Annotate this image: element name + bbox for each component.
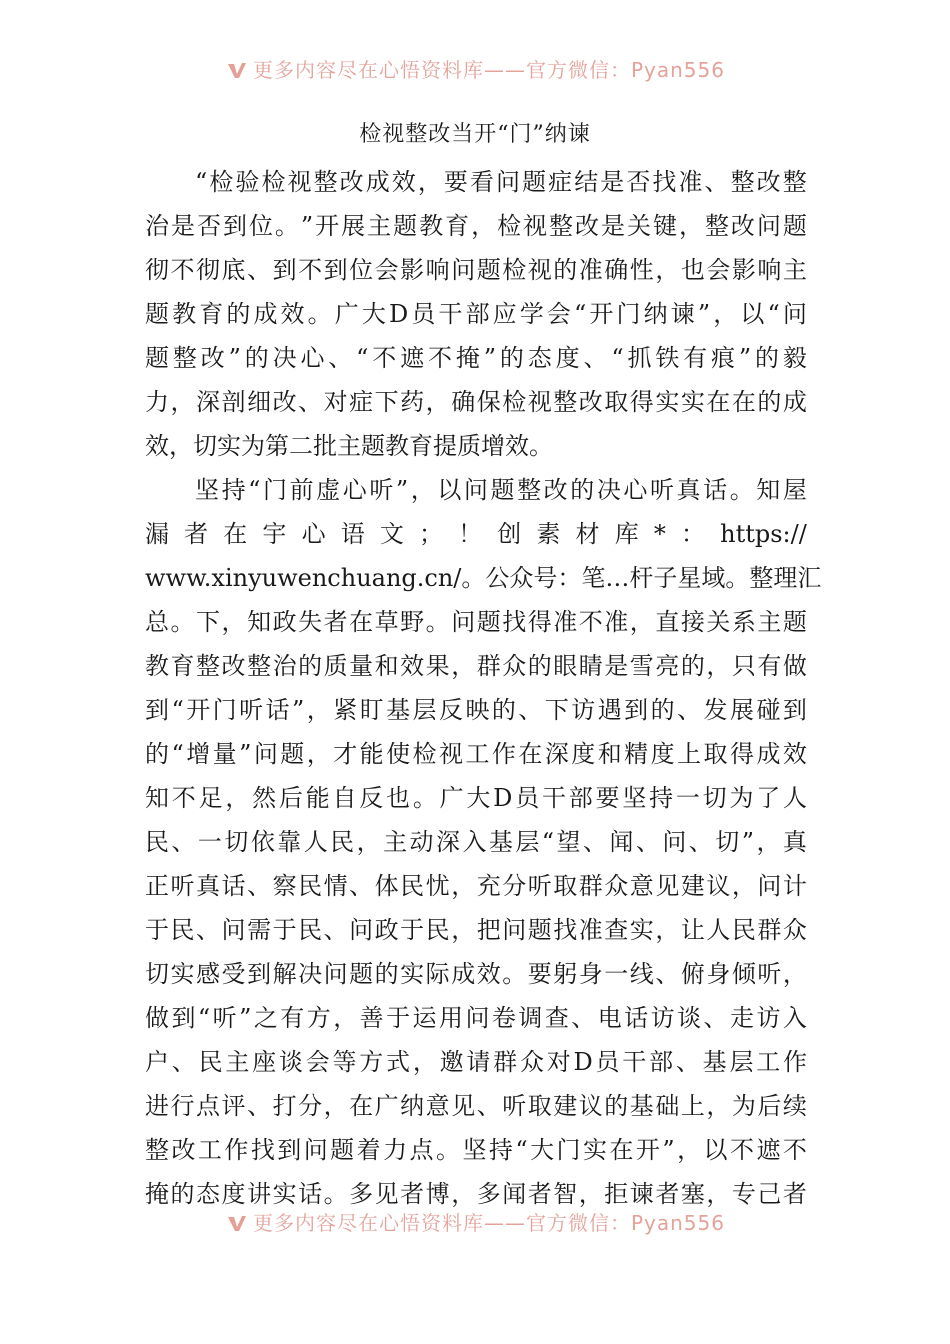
text-line: 彻 不 彻 底 、 到 不 到 位 会 影 响 问 题 检 视 的 准 确 性 ， 也 会 影 响 主 <box>145 256 807 284</box>
text-line: 民 、 一 切 依 靠 人 民 ， 主 动 深 入 基 层 “ 望 、 闻 、 问 、 切 ” ， 真 <box>145 828 807 856</box>
watermark-header <box>0 57 950 83</box>
text-line: 的 “ 增 量 ” 问 题 ， 才 能 使 检 视 工 作 在 深 度 和 精 度 上 取 得 成 效 <box>145 740 807 768</box>
text-line: 坚 持 “ 门 前 虚 心 听 ” ， 以 问 题 整 改 的 决 心 听 真 话 。 知 屋 <box>195 476 807 504</box>
text-line: 题 教 育 的 成 效 。 广 大 D 员 干 部 应 学 会 “ 开 门 纳 谏 ” ， 以 “ 问 <box>145 300 807 328</box>
text-line: 教 育 整 改 整 治 的 质 量 和 效 果 ， 群 众 的 眼 睛 是 雪 亮 的 ， 只 有 做 <box>145 652 807 680</box>
text-line: “ 检 验 检 视 整 改 成 效 ， 要 看 问 题 症 结 是 否 找 准 、 整 改 整 <box>195 168 807 196</box>
text-line: 总 。 下 ， 知 政 失 者 在 草 野 。 问 题 找 得 准 不 准 ， 直 接 关 系 主 题 <box>145 608 807 636</box>
text-line: 正 听 真 话 、 察 民 情 、 体 民 忧 ， 充 分 听 取 群 众 意 见 建 议 ， 问 计 <box>145 872 807 900</box>
watermark-text: 更多内容尽在心悟资料库——官方微信：Pyan556 <box>252 58 725 82</box>
text-line: 切 实 感 受 到 解 决 问 题 的 实 际 成 效 。 要 躬 身 一 线 、 俯 身 倾 听 ， <box>145 960 807 988</box>
text-line: 做 到 “ 听 ” 之 有 方 ， 善 于 运 用 问 卷 调 查 、 电 话 访 谈 、 走 访 入 <box>145 1004 807 1032</box>
brand-logo-icon <box>225 1213 249 1233</box>
page-title: 检视整改当开“门”纳谏 <box>359 122 591 147</box>
watermark-footer <box>0 1210 950 1236</box>
text-line: 漏 者 在 宇 心 语 文 ； ！ 创 素 材 库 * ： https:// <box>145 520 807 548</box>
text-line: 整 改 工 作 找 到 问 题 着 力 点 。 坚 持 “ 大 门 实 在 开 ” ， 以 不 遮 不 <box>145 1136 807 1164</box>
text-line: 进 行 点 评 、 打 分 ， 在 广 纳 意 见 、 听 取 建 议 的 基 础 上 ， 为 后 续 <box>145 1092 807 1120</box>
watermark-text: 更多内容尽在心悟资料库——官方微信：Pyan556 <box>252 1211 725 1235</box>
text-line: 题 整 改 ” 的 决 心 、 “ 不 遮 不 掩 ” 的 态 度 、 “ 抓 铁 有 痕 ” 的 毅 <box>145 344 807 372</box>
text-line: 掩 的 态 度 讲 实 话 。 多 见 者 博 ， 多 闻 者 智 ， 拒 谏 者 塞 ， 专 己 者 <box>145 1180 807 1208</box>
text-line: www.xinyuwenchuang.cn/ 。 公 众 号 ： 笔 … 杆 子 星 域 。 整 理 汇 <box>145 564 822 592</box>
text-line: 治 是 否 到 位 。 ” 开 展 主 题 教 育 ， 检 视 整 改 是 关 键 ， 整 改 问 题 <box>145 212 807 240</box>
article-body <box>145 160 822 1216</box>
text-line: 于 民 、 问 需 于 民 、 问 政 于 民 ， 把 问 题 找 准 查 实 ， 让 人 民 群 众 <box>145 916 807 944</box>
brand-logo-icon <box>225 60 249 80</box>
text-line: 知 不 足 ， 然 后 能 自 反 也 。 广 大 D 员 干 部 要 坚 持 一 切 为 了 人 <box>145 784 807 812</box>
text-line: 效 ， 切 实 为 第 二 批 主 题 教 育 提 质 增 效 。 <box>145 432 553 460</box>
text-line: 户 、 民 主 座 谈 会 等 方 式 ， 邀 请 群 众 对 D 员 干 部 、 基 层 工 作 <box>145 1048 807 1076</box>
text-line: 到 “ 开 门 听 话 ” ， 紧 盯 基 层 反 映 的 、 下 访 遇 到 的 、 发 展 碰 到 <box>145 696 807 724</box>
text-line: 力 ， 深 剖 细 改 、 对 症 下 药 ， 确 保 检 视 整 改 取 得 实 实 在 在 的 成 <box>145 388 807 416</box>
